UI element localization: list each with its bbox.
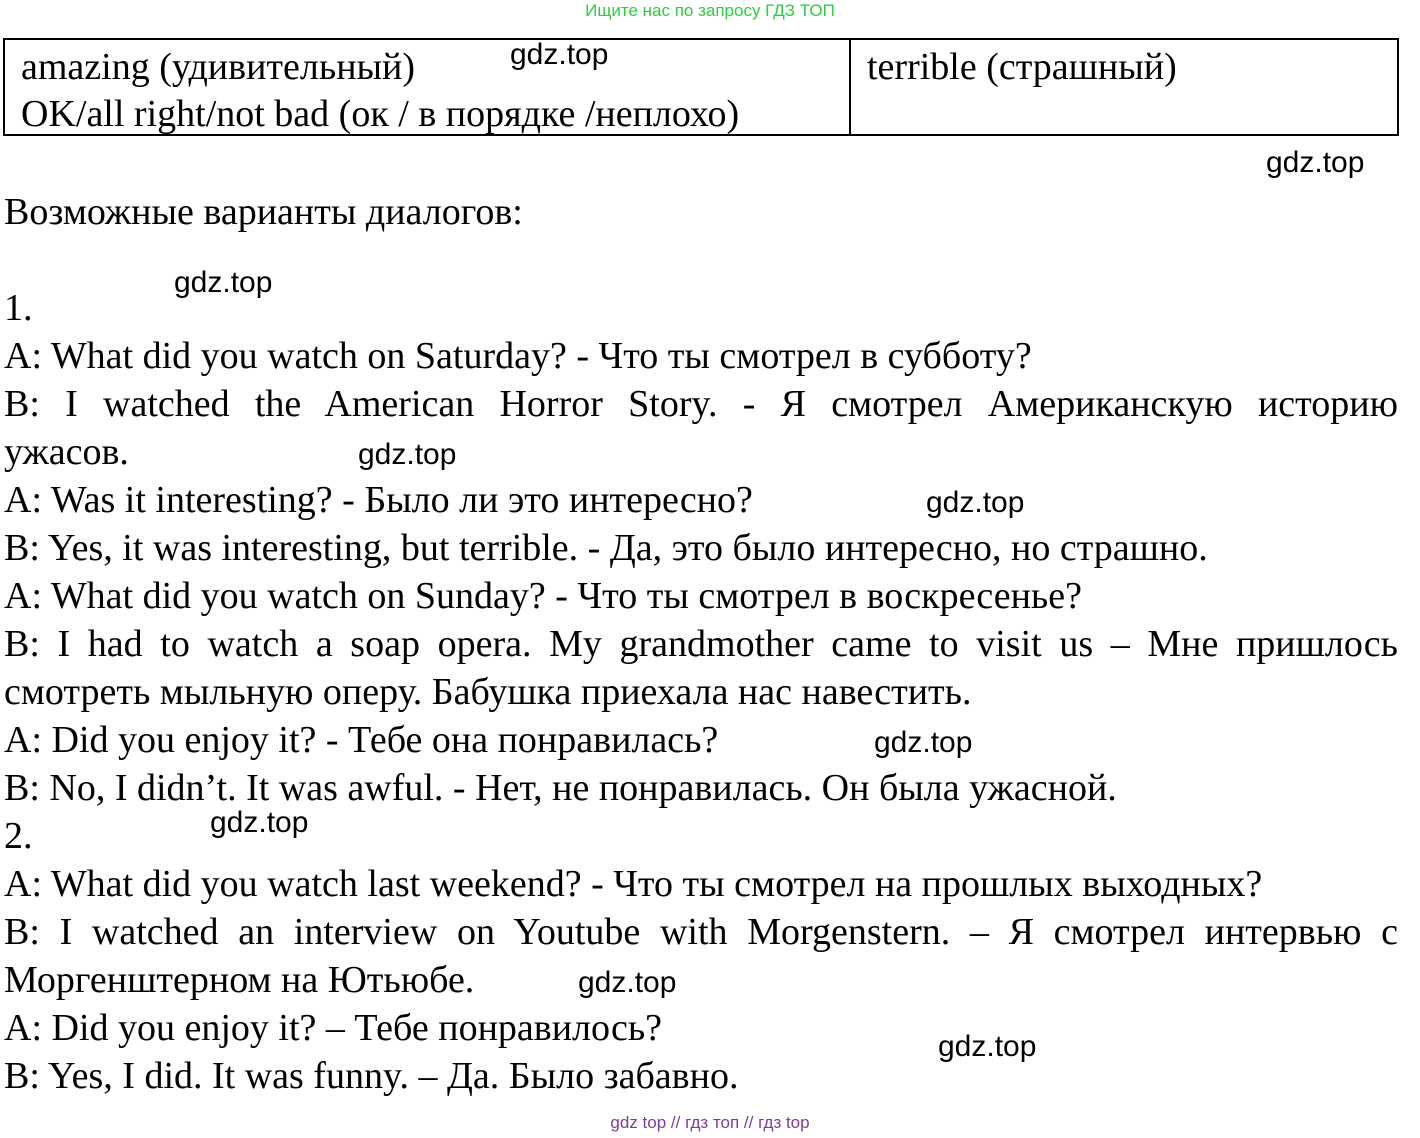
dialog-line: B: I had to watch a soap opera. My grandmother came to visit us – Мне пришлось — [4, 623, 1398, 665]
dialog-line: ужасов. — [4, 431, 129, 473]
vocabulary-table — [3, 38, 1399, 136]
dialog-number: 2. — [4, 815, 33, 857]
watermark: gdz.top — [874, 726, 973, 759]
dialog-line: смотреть мыльную оперу. Бабушка приехала нас навестить. — [4, 671, 972, 713]
dialog-line: Моргенштерном на Ютьюбе. — [4, 959, 475, 1001]
footer-links[interactable]: gdz top // гдз топ // гдз top — [610, 1113, 810, 1132]
dialog-line: B: No, I didn’t. It was awful. - Нет, не понравилась. Он была ужасной. — [4, 767, 1117, 809]
dialog-line: A: What did you watch last weekend? - Что ты смотрел на прошлых выходных? — [4, 863, 1263, 905]
top-banner[interactable]: Ищите нас по запросу ГДЗ ТОП — [585, 1, 835, 20]
watermark: gdz.top — [358, 438, 457, 471]
dialog-line: A: What did you watch on Saturday? - Что ты смотрел в субботу? — [4, 335, 1032, 377]
dialog-line: A: Did you enjoy it? – Тебе понравилось? — [4, 1007, 663, 1049]
watermark: gdz.top — [926, 486, 1025, 519]
section-heading: Возможные варианты диалогов: — [4, 191, 523, 233]
dialog-line: B: I watched an interview on Youtube with Morgenstern. – Я смотрел интервью с — [4, 911, 1398, 953]
dialog-line: A: Did you enjoy it? - Тебе она понравилась? — [4, 719, 719, 761]
dialog-line: A: What did you watch on Sunday? - Что ты смотрел в воскресенье? — [4, 575, 1082, 617]
watermark: gdz.top — [510, 38, 609, 71]
watermark: gdz.top — [174, 266, 273, 299]
vocab-item: OK/all right/not bad (ок / в порядке /неплохо) — [21, 93, 740, 135]
dialog-line: B: Yes, I did. It was funny. – Да. Было забавно. — [4, 1055, 739, 1097]
watermark: gdz.top — [1266, 146, 1365, 179]
dialog-line: B: Yes, it was interesting, but terrible. - Да, это было интересно, но страшно. — [4, 527, 1208, 569]
dialog-line: A: Was it interesting? - Было ли это интересно? — [4, 479, 753, 521]
watermark: gdz.top — [578, 966, 677, 999]
dialog-number: 1. — [4, 287, 33, 329]
watermark: gdz.top — [210, 806, 309, 839]
dialog-line: B: I watched the American Horror Story. - Я смотрел Американскую историю — [4, 383, 1398, 425]
vocabulary-cell-right — [851, 40, 1397, 134]
watermark: gdz.top — [938, 1030, 1037, 1063]
vocab-item: amazing (удивительный) — [21, 46, 416, 88]
vocab-item: terrible (страшный) — [867, 46, 1177, 88]
vocabulary-cell-left — [5, 40, 851, 134]
